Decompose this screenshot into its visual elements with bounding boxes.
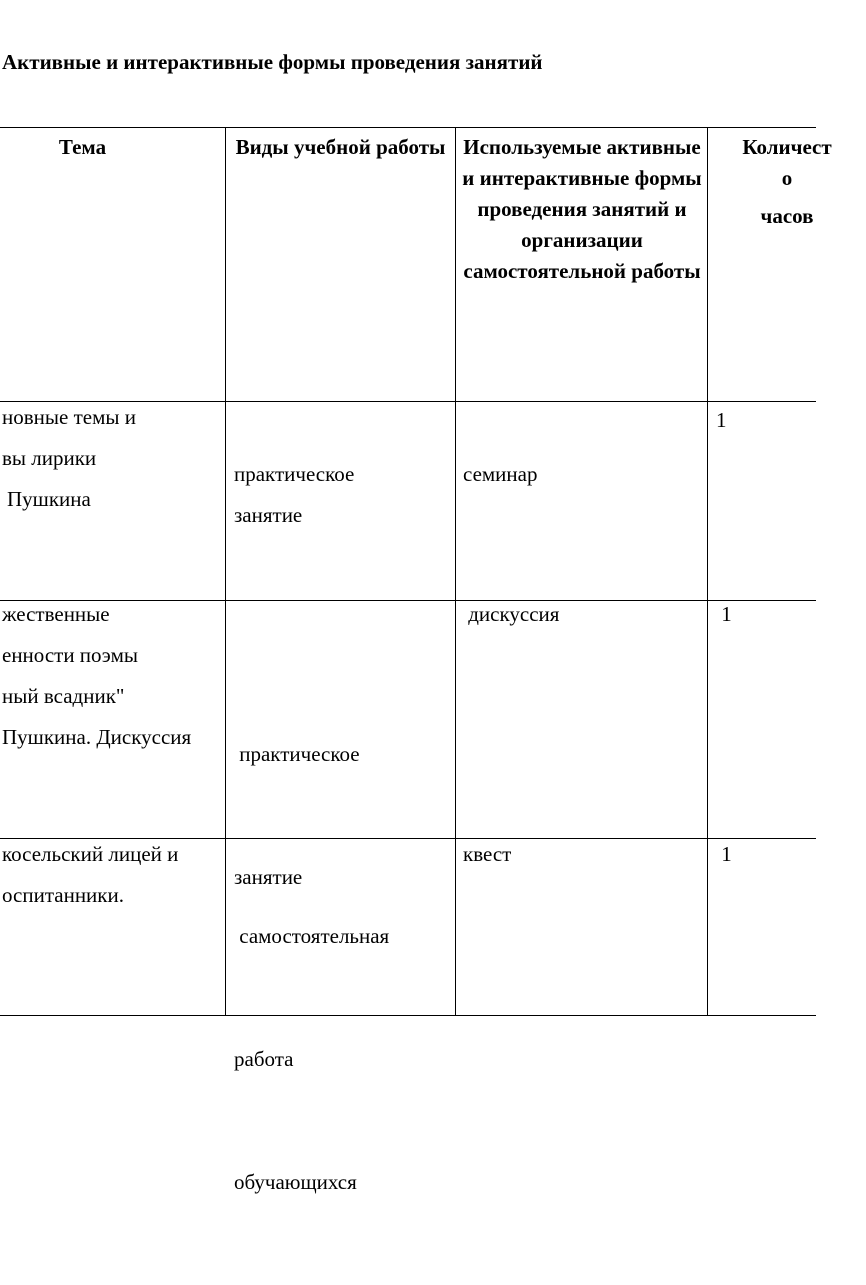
topic-line: оспитанники. [2,883,124,907]
column-divider [225,127,226,1016]
row-topic [2,397,136,520]
table-border-top [0,127,816,128]
table-border-bottom [0,1015,816,1016]
topic-line: вы лирики [2,446,97,470]
work-type-line: практическое [234,742,360,766]
row-work-type [234,454,354,536]
header-hours-line: часов [760,204,814,228]
topic-line: Пушкина [7,487,91,511]
row-work-type [234,834,389,1285]
topic-line: Пушкина. Дискуссия [2,725,192,749]
topic-line: енности поэмы [2,643,139,667]
row-hours: 1 [716,408,727,432]
row-hours: 1 [716,842,732,866]
header-hours [708,132,866,232]
header-hours-line: о [781,166,793,190]
header-work-type: Виды учебной работы [235,135,446,159]
header-forms: Используемые активные и интерактивные формы проведения занятий и организации самостоятельной работы [462,135,702,283]
work-type-line: занятие [234,503,303,527]
row-topic [2,834,178,916]
row-form: дискуссия [463,602,560,626]
topic-line: косельский лицей и [2,842,179,866]
row-form: квест [463,842,512,866]
topic-line: ный всадник" [2,684,125,708]
header-topic: Тема [58,135,107,159]
work-type-line: практическое [234,462,355,486]
work-type-line: занятие [234,865,303,889]
row-form: семинар [463,462,538,486]
topic-line: новные темы и [2,405,136,429]
row-hours: 1 [716,602,732,626]
work-type-line: работа [234,1047,294,1071]
work-type-line: обучающихся [234,1170,357,1194]
page-title: Активные и интерактивные формы проведения занятий [2,50,543,74]
topic-line: жественные [2,602,110,626]
header-hours-line: Количест [742,135,832,159]
row-topic [2,594,191,758]
work-type-line: самостоятельная [234,924,390,948]
